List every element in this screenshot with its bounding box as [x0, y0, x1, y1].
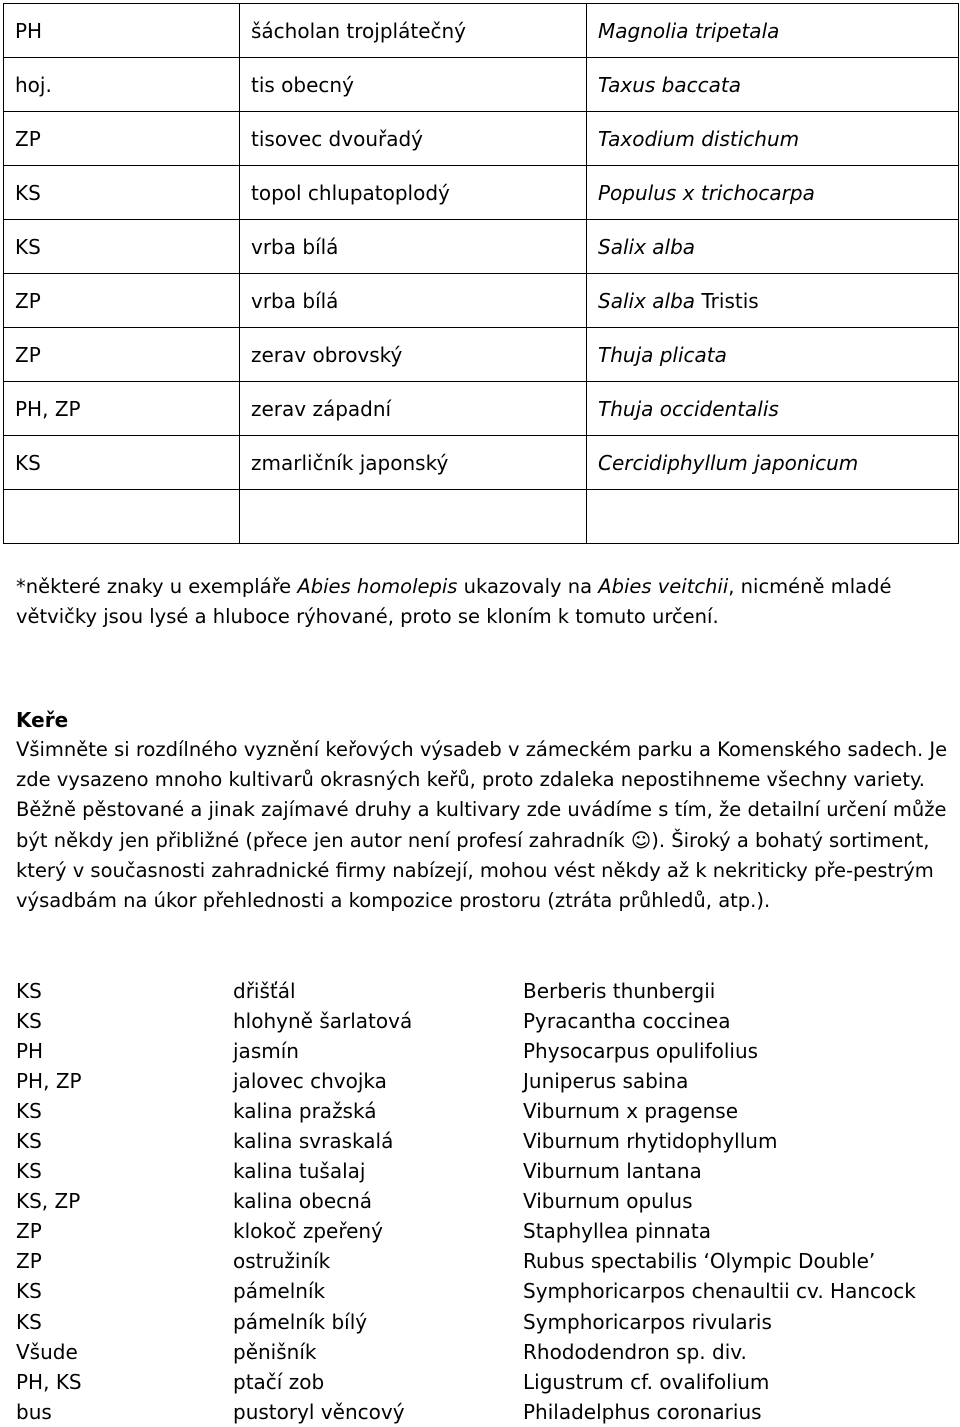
czech-name-cell: zerav západní	[240, 382, 587, 436]
latin-name-cell	[587, 274, 959, 328]
list-item	[16, 1066, 946, 1096]
czech-name: kalina obecná	[233, 1189, 373, 1214]
czech-name: pámelník	[233, 1279, 326, 1304]
smiley-icon: ☺	[630, 828, 652, 852]
locality-text: KS	[16, 1309, 42, 1334]
latin-name: Rubus spectabilis ‘Olympic Double’	[523, 1249, 876, 1274]
czech-name-cell: topol chlupatoplodý	[240, 166, 587, 220]
locality-text: ZP	[16, 1219, 42, 1244]
locality-cell: PH	[4, 4, 240, 58]
locality-text: KS, ZP	[16, 1189, 81, 1214]
czech-name-cell: vrba bílá	[240, 274, 587, 328]
czech-name: pámelník bílý	[233, 1309, 368, 1334]
latin-name: Symphoricarpos chenaultii cv. Hancock	[523, 1279, 916, 1304]
czech-name-cell	[240, 490, 587, 544]
locality-cell: ZP	[4, 328, 240, 382]
table-row	[4, 112, 959, 166]
czech-name: hlohyně šarlatová	[233, 1009, 413, 1034]
czech-name: jalovec chvojka	[233, 1069, 387, 1094]
table-row	[4, 328, 959, 382]
czech-name: klokoč zpeřený	[233, 1219, 383, 1244]
latin-name: Staphyllea pinnata	[523, 1219, 711, 1244]
locality-text: KS	[16, 1099, 42, 1124]
locality-text: KS	[16, 1159, 42, 1184]
czech-name: ptačí zob	[233, 1369, 325, 1394]
locality-cell: KS	[4, 436, 240, 490]
latin-name-cell	[587, 382, 959, 436]
note-species: Abies homolepis	[297, 575, 458, 598]
latin-name: Rhododendron sp. div.	[523, 1339, 747, 1364]
latin-name: Magnolia tripetala	[598, 18, 780, 43]
list-item	[16, 1307, 946, 1337]
latin-name: Viburnum opulus	[523, 1189, 693, 1214]
locality-text: PH	[16, 1039, 44, 1064]
latin-name: Juniperus sabina	[523, 1069, 689, 1094]
latin-name: Thuja plicata	[598, 342, 727, 367]
latin-name: Populus x trichocarpa	[598, 180, 815, 205]
czech-name: dřišťál	[233, 979, 296, 1004]
latin-name: Salix alba	[598, 288, 696, 313]
list-item	[16, 1246, 946, 1276]
locality-cell	[4, 490, 240, 544]
locality-cell: KS	[4, 220, 240, 274]
latin-name: Thuja occidentalis	[598, 396, 779, 421]
locality-text: KS	[16, 979, 42, 1004]
paragraph-text: ). Široký a bohatý sortiment, který v současnosti zahradnické firmy nabízejí, mohou vést někdy až k nekriticky pře-pestrým výsadbám na úkor přehlednosti a kompozice prostoru (ztráta průhledů, atp.).	[16, 828, 934, 913]
czech-name-cell: tis obecný	[240, 58, 587, 112]
czech-name: kalina pražská	[233, 1099, 377, 1124]
note-text: ukazovaly na	[457, 575, 599, 598]
czech-name-cell: tisovec dvouřadý	[240, 112, 587, 166]
locality-text: Všude	[16, 1339, 78, 1364]
table-row	[4, 58, 959, 112]
list-item	[16, 1337, 946, 1367]
list-item	[16, 1036, 946, 1066]
list-item	[16, 976, 946, 1006]
locality-text: bus	[16, 1399, 52, 1424]
list-item	[16, 1216, 946, 1246]
trees-table-body	[4, 4, 959, 544]
list-item	[16, 1276, 946, 1306]
locality-cell: PH, ZP	[4, 382, 240, 436]
table-row	[4, 220, 959, 274]
czech-name: ostružiník	[233, 1249, 331, 1274]
cultivar-name: Tristis	[695, 288, 759, 313]
czech-name: kalina svraskalá	[233, 1129, 394, 1154]
czech-name: pustoryl věncový	[233, 1399, 405, 1424]
note-species: Abies veitchii	[598, 575, 729, 598]
table-row	[4, 382, 959, 436]
table-row	[4, 490, 959, 544]
list-item	[16, 1397, 946, 1427]
latin-name-cell	[587, 4, 959, 58]
latin-name: Taxodium distichum	[598, 126, 800, 151]
list-item	[16, 1126, 946, 1156]
table-row	[4, 4, 959, 58]
list-item	[16, 1367, 946, 1397]
czech-name-cell: vrba bílá	[240, 220, 587, 274]
paragraph-text: Všimněte si rozdílného vyznění keřových výsadeb v zámeckém parku a Komenského sadech. Je zde vysazeno mnoho kultivarů okrasných keřů, proto zdaleka nepostihneme všechny variety. Běžně pěstované a jinak zajímavé druhy a kultivary zde uvádíme s tím, že detailní určení může být někdy jen přibližné (přece jen autor není profesí zahradník	[16, 738, 948, 852]
czech-name: jasmín	[233, 1039, 299, 1064]
locality-cell: KS	[4, 166, 240, 220]
shrubs-list	[16, 976, 946, 1427]
note-text: , nicméně mladé větvičky jsou lysé a hluboce rýhované, proto se kloním k tomuto určení.	[16, 575, 892, 628]
latin-name-cell	[587, 328, 959, 382]
list-item	[16, 1186, 946, 1216]
latin-name: Pyracantha coccinea	[523, 1009, 731, 1034]
list-item	[16, 1006, 946, 1036]
locality-text: PH, KS	[16, 1369, 82, 1394]
shrubs-paragraph	[16, 735, 951, 916]
locality-cell: ZP	[4, 274, 240, 328]
locality-cell: ZP	[4, 112, 240, 166]
locality-text: KS	[16, 1009, 42, 1034]
note-text: *některé znaky u exempláře	[16, 575, 298, 598]
czech-name-cell: zerav obrovský	[240, 328, 587, 382]
latin-name: Physocarpus opulifolius	[523, 1039, 759, 1064]
locality-text: PH, ZP	[16, 1069, 82, 1094]
section-heading-shrubs: Keře	[16, 708, 69, 732]
latin-name-cell	[587, 490, 959, 544]
latin-name: Viburnum lantana	[523, 1159, 702, 1184]
latin-name: Viburnum rhytidophyllum	[523, 1129, 778, 1154]
identification-note	[16, 572, 946, 632]
table-row	[4, 436, 959, 490]
locality-text: KS	[16, 1129, 42, 1154]
czech-name-cell: šácholan trojplátečný	[240, 4, 587, 58]
latin-name-cell	[587, 58, 959, 112]
locality-text: ZP	[16, 1249, 42, 1274]
latin-name: Viburnum x pragense	[523, 1099, 738, 1124]
locality-text: KS	[16, 1279, 42, 1304]
latin-name: Symphoricarpos rivularis	[523, 1309, 772, 1334]
latin-name-cell	[587, 220, 959, 274]
latin-name: Salix alba	[598, 234, 696, 259]
czech-name: pěnišník	[233, 1339, 317, 1364]
latin-name: Berberis thunbergii	[523, 979, 716, 1004]
list-item	[16, 1096, 946, 1126]
list-item	[16, 1156, 946, 1186]
latin-name: Ligustrum cf. ovalifolium	[523, 1369, 770, 1394]
trees-table	[3, 3, 959, 544]
latin-name-cell	[587, 166, 959, 220]
table-row	[4, 166, 959, 220]
czech-name-cell: zmarličník japonský	[240, 436, 587, 490]
table-row	[4, 274, 959, 328]
latin-name: Philadelphus coronarius	[523, 1399, 762, 1424]
locality-cell: hoj.	[4, 58, 240, 112]
czech-name: kalina tušalaj	[233, 1159, 366, 1184]
latin-name-cell	[587, 436, 959, 490]
latin-name-cell	[587, 112, 959, 166]
latin-name: Cercidiphyllum japonicum	[598, 450, 859, 475]
latin-name: Taxus baccata	[598, 72, 741, 97]
